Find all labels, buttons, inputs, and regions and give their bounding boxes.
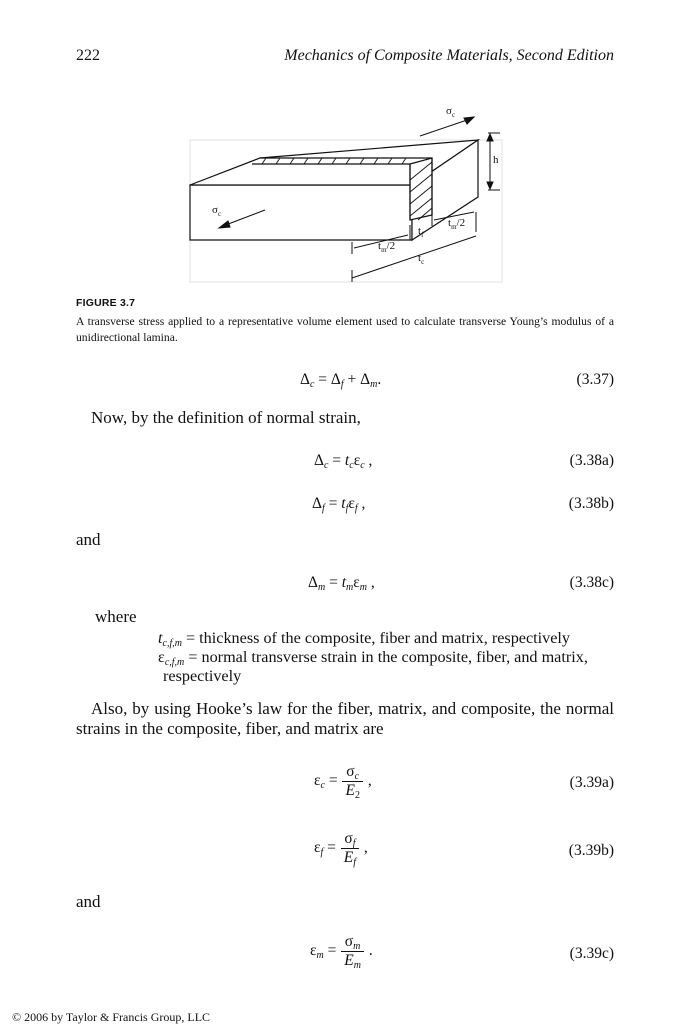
svg-text:tm/2: $t_m/2$ <box>378 240 396 254</box>
equation-3-39b: $\varepsilon_f$ = $\frac{\sigma_f}{E_f}$ , <box>314 830 368 868</box>
figure-rve-diagram <box>188 100 504 285</box>
equation-3-38b: $\Delta_f = t_f\varepsilon_f$ , <box>312 495 366 514</box>
svg-text:tc: $t_c$ <box>418 252 425 266</box>
paragraph-hookes-law: Also, by using Hooke’s law for the fiber, matrix, and composite, the normal strains in the composite, fiber, and matrix are <box>76 699 614 738</box>
rve-block <box>190 140 502 282</box>
figure-label: FIGURE 3.7 <box>76 297 136 309</box>
definition-thickness: $t_{c,f,m}$ = thickness of the composite, fiber and matrix, respectively <box>158 629 571 649</box>
equation-number: (3.39c) <box>569 945 614 962</box>
text-and: and <box>76 530 101 549</box>
paragraph-strain-definition: Now, by the definition of normal strain, <box>91 408 361 427</box>
svg-text:h: h <box>493 154 499 166</box>
svg-text:σc: $\sigma_c$ <box>212 204 222 218</box>
equation-3-39a: $\varepsilon_c$ = $\frac{\sigma_c}{E_2}$ , <box>314 763 372 801</box>
definition-strain: $\varepsilon_{c,f,m}$ = normal transverse strain in the composite, fiber, and matrix, respectively <box>158 648 588 685</box>
definitions-list <box>158 629 614 686</box>
equation-number: (3.37) <box>576 371 614 388</box>
equation-3-37: $\Delta_c = \Delta_f + \Delta_m$. <box>300 371 382 390</box>
svg-text:σc: $\sigma_c$ <box>446 105 456 119</box>
equation-number: (3.38c) <box>569 574 614 591</box>
equation-3-38c: $\Delta_m = t_m\varepsilon_m$ , <box>308 574 375 593</box>
equation-number: (3.38a) <box>569 452 614 469</box>
running-header-title: Mechanics of Composite Materials, Second Edition <box>284 47 614 64</box>
equation-3-38a: $\Delta_c = t_c\varepsilon_c$ , <box>314 452 373 471</box>
equation-number: (3.39b) <box>568 842 614 859</box>
svg-text:tm/2: $t_m/2$ <box>448 217 466 231</box>
text-and: and <box>76 892 101 911</box>
equation-number: (3.39a) <box>569 774 614 791</box>
svg-text:tf: $t_f$ <box>418 225 424 239</box>
equation-3-39c: $\varepsilon_m$ = $\frac{\sigma_m}{E_m}$ . <box>310 933 373 971</box>
page-number: 222 <box>76 47 100 64</box>
figure-caption: A transverse stress applied to a representative volume element used to calculate transverse Young’s modulus of a unidirectional lamina. <box>76 315 614 344</box>
equation-number: (3.38b) <box>568 495 614 512</box>
text-where: where <box>95 607 137 626</box>
copyright-footer: © 2006 by Taylor & Francis Group, LLC <box>12 1010 211 1024</box>
